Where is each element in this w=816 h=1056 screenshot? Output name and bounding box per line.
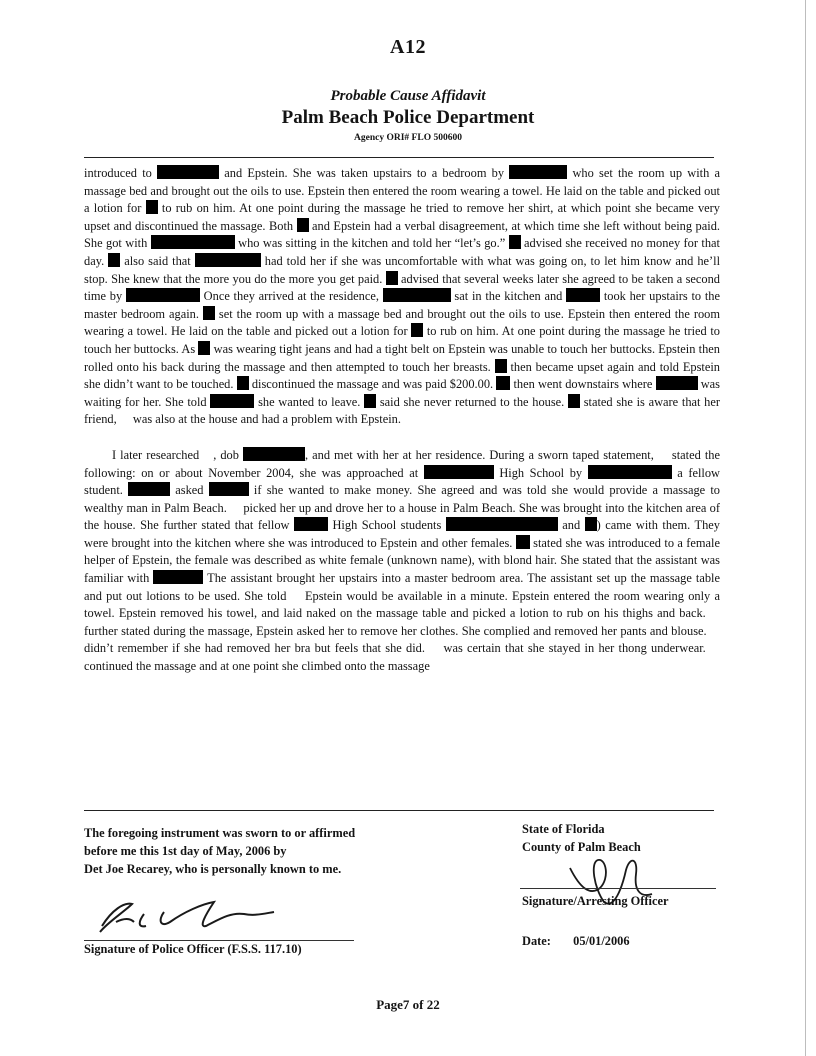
redaction-box <box>446 517 558 531</box>
body-text-segment: set the room up with a massage bed and brought out the oils to use. Epstein then entered the room wearing a towel. He laid on the table and picked out a lotion for <box>84 306 720 339</box>
redaction-box <box>237 376 249 390</box>
body-text-segment: continued the massage and at one point she climbed onto the massage <box>84 659 430 674</box>
redaction-box <box>157 165 219 179</box>
body-text-segment: if she wanted to make money. She agreed and was told she would provide a massage to wealthy man in Palm Beach. <box>84 483 720 515</box>
redaction-box <box>588 465 672 479</box>
body-text-segment: took her upstairs to the master bedroom again. <box>84 289 720 321</box>
redaction-box <box>364 394 376 408</box>
redaction-box <box>386 271 398 285</box>
body-text-segment: and Epstein had a verbal disagreement, at which time she left without being paid. She got with <box>84 218 720 251</box>
redaction-box <box>153 570 203 584</box>
paragraph-2 <box>84 447 720 676</box>
date-line <box>522 934 630 949</box>
redaction-box <box>128 482 170 496</box>
body-text-segment: was waiting for her. She told <box>84 377 720 409</box>
redaction-box <box>198 341 210 355</box>
page-number: Page7 of 22 <box>376 997 440 1012</box>
redaction-box <box>411 323 423 337</box>
body-text-segment: advised she received no money for that day. <box>84 236 721 268</box>
body-text-segment: , dob <box>213 447 243 462</box>
county-name: County of Palm Beach <box>522 840 641 854</box>
body-text-segment: advised that several weeks later she agreed to be taken a second time by <box>84 271 720 304</box>
officer-signature-caption: Signature of Police Officer (F.S.S. 117.10) <box>84 942 302 956</box>
body-text-segment: High School by <box>493 465 588 480</box>
body-text-segment: who was sitting in the kitchen and told her “let’s go.” <box>234 236 509 251</box>
document-type: Probable Cause Affidavit <box>330 88 486 104</box>
body-text-segment: discontinued the massage and was paid $200.00. <box>248 377 497 392</box>
body-text-segment: and <box>557 518 585 533</box>
body-text-segment: Epstein would be available in a minute. Epstein entered the room wearing only a towel. Epstein removed his towel, and laid naked on the massage table and picked a lotion to rub on his thighs and back. <box>84 588 720 621</box>
redaction-box <box>509 235 521 249</box>
redaction-box <box>585 517 597 531</box>
body-text-segment: stated she is aware that her friend, <box>84 394 721 427</box>
page-id: A12 <box>390 36 426 58</box>
redaction-box <box>516 535 530 549</box>
footer-rule <box>84 810 714 811</box>
redaction-box <box>656 376 698 390</box>
body-text-segment: then went downstairs where <box>510 377 656 392</box>
redaction-box <box>294 517 328 531</box>
date-label: Date: <box>522 934 551 948</box>
body-text-segment: The assistant brought her upstairs into a master bedroom area. The assistant set up the massage table and put out lotions to be used. She told <box>84 571 720 603</box>
body-text-segment: stated she was introduced to a female helper of Epstein, the female was described as white female (unknown name), with blond hair. She stated that the assistant was familiar with <box>84 535 720 586</box>
body-text-segment: , and met with her at her residence. During a sworn taped statement, <box>304 447 658 462</box>
redaction-box <box>203 306 215 320</box>
sworn-statement <box>84 824 424 878</box>
redaction-box <box>383 288 451 302</box>
body-text-segment: also said that <box>120 253 195 268</box>
redaction-box <box>146 200 158 214</box>
scan-margin-line <box>805 0 806 1056</box>
body-text-segment: said she never returned to the house. <box>376 394 568 409</box>
sworn-line-3: Det Joe Recarey, who is personally known to me. <box>84 862 342 876</box>
body-text-segment: to rub on him. At one point during the massage he tried to remove her shirt, at which point she became very upset and discontinued the massage. Both <box>84 201 720 233</box>
body-text-segment: was wearing tight jeans and had a tight belt on Epstein was unable to touch her buttocks. Epstein then rolled onto his back during the massage and then attempted to touch her breasts. <box>84 341 720 374</box>
redaction-box <box>566 288 600 302</box>
body-text-segment: picked her up and drove her to a house in Palm Beach. She was brought into the kitchen area of the house. She further stated that fellow <box>84 500 720 533</box>
redaction-box <box>126 288 200 302</box>
body-text-segment: then became upset again and told Epstein she didn’t want to be touched. <box>84 359 720 392</box>
date-value: 05/01/2006 <box>573 934 630 948</box>
body-text-segment: further stated during the massage, Epstein asked her to remove her clothes. She complied and removed her pants and blouse. <box>84 623 710 638</box>
redaction-box <box>496 376 510 390</box>
body-text-segment: was also at the house and had a problem with Epstein. <box>129 412 401 427</box>
body-text-segment: ) came with them. They were brought into the kitchen where she was introduced to Epstein and other females. <box>84 518 720 550</box>
redaction-box <box>424 465 494 479</box>
body-text-segment: introduced to <box>84 166 158 180</box>
header-rule <box>84 157 714 158</box>
body-text-segment: had told her if she was uncomfortable with what was going on, to let him know and he’ll stop. She knew that the more you do the more you get paid. <box>84 253 721 286</box>
body-text-segment: I later researched <box>112 447 204 462</box>
officer-signature-line <box>84 940 354 941</box>
redaction-box <box>151 235 235 249</box>
sworn-line-1: The foregoing instrument was sworn to or affirmed <box>84 826 356 840</box>
body-text-segment: who set the room up with a massage bed and brought out the oils to use. Epstein then entered the room wearing a towel. He laid on the table and picked out a lotion for <box>84 166 720 216</box>
redaction-box <box>568 394 580 408</box>
redaction-box <box>297 218 309 232</box>
body-text-segment: was certain that she stayed in her thong underwear. <box>439 641 710 656</box>
redaction-box <box>243 447 305 461</box>
body-text-segment: asked <box>170 483 209 498</box>
body-text-segment: to rub on him. At one point during the massage he tried to touch her buttocks. As <box>84 324 720 356</box>
officer-signature <box>94 892 294 938</box>
body-text-segment: she wanted to leave. <box>254 394 365 409</box>
body-text-segment: and Epstein. She was taken upstairs to a bedroom by <box>219 166 510 180</box>
redaction-box <box>195 253 261 267</box>
body-text-segment: a fellow student. <box>84 465 720 498</box>
body-text-segment: sat in the kitchen and <box>450 289 567 304</box>
paragraph-1 <box>84 165 720 429</box>
redaction-box <box>108 253 120 267</box>
body-text-segment: didn’t remember if she had removed her bra but feels that she did. <box>84 641 430 656</box>
body-text-segment: stated the following: on or about November 2004, she was approached at <box>84 447 720 480</box>
body-text-segment: High School students <box>328 518 446 533</box>
redaction-box <box>509 165 567 179</box>
arresting-signature-caption: Signature/Arresting Officer <box>522 894 669 908</box>
redaction-box <box>495 359 507 373</box>
agency-ori: Agency ORI# FLO 500600 <box>354 133 462 143</box>
affidavit-body <box>84 165 720 676</box>
body-text-segment: Once they arrived at the residence, <box>199 289 383 304</box>
redaction-box <box>210 394 254 408</box>
state-name: State of Florida <box>522 822 605 836</box>
sworn-line-2: before me this 1st day of May, 2006 by <box>84 844 287 858</box>
arresting-signature-line <box>520 888 716 889</box>
redaction-box <box>209 482 249 496</box>
department-name: Palm Beach Police Department <box>281 107 535 128</box>
